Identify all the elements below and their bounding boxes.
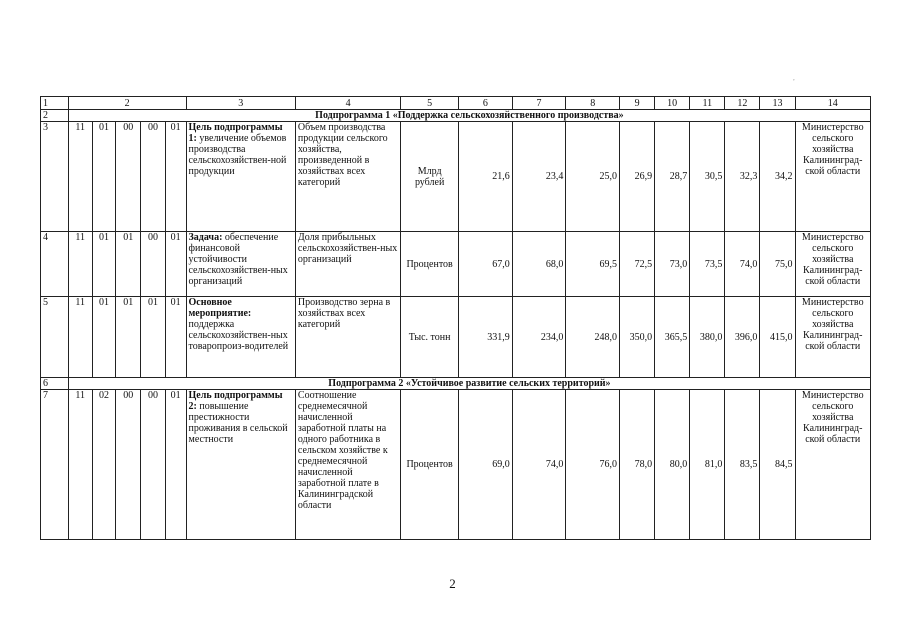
value-cell: 331,9 <box>459 297 513 378</box>
goal-cell <box>186 122 295 232</box>
code-cell: 00 <box>116 390 141 540</box>
header-cell: 9 <box>620 97 655 110</box>
value-cell: 34,2 <box>760 122 795 232</box>
code-cell: 11 <box>68 390 92 540</box>
unit-cell: Тыс. тонн <box>401 297 459 378</box>
value-cell: 72,5 <box>620 232 655 297</box>
value-cell: 380,0 <box>690 297 725 378</box>
row-number-cell: 2 <box>41 110 69 122</box>
section-row <box>41 110 871 122</box>
table-row <box>41 297 871 378</box>
goal-text: поддержка сельскохозяйствен-ных товаропроиз-водителей <box>188 319 289 352</box>
code-cell: 02 <box>92 390 116 540</box>
header-cell: 10 <box>655 97 690 110</box>
header-cell: 6 <box>459 97 513 110</box>
code-cell: 11 <box>68 122 92 232</box>
value-cell: 69,5 <box>566 232 620 297</box>
code-cell: 01 <box>92 297 116 378</box>
value-cell: 84,5 <box>760 390 795 540</box>
code-cell: 00 <box>116 122 141 232</box>
table-row <box>41 232 871 297</box>
value-cell: 74,0 <box>725 232 760 297</box>
header-cell: 13 <box>760 97 795 110</box>
value-cell: 32,3 <box>725 122 760 232</box>
value-cell: 83,5 <box>725 390 760 540</box>
value-cell: 30,5 <box>690 122 725 232</box>
code-cell: 01 <box>165 122 186 232</box>
value-cell: 23,4 <box>512 122 566 232</box>
header-cell: 11 <box>690 97 725 110</box>
value-cell: 74,0 <box>512 390 566 540</box>
responsible-cell: Министерство сельского хозяйства Калининград-ской области <box>795 390 871 540</box>
indicator-cell: Доля прибыльных сельскохозяйствен-ных организаций <box>295 232 400 297</box>
value-cell: 365,5 <box>655 297 690 378</box>
section-title-cell: Подпрограмма 2 «Устойчивое развитие сельских территорий» <box>68 378 870 390</box>
value-cell: 73,0 <box>655 232 690 297</box>
code-cell: 11 <box>68 297 92 378</box>
indicator-table <box>40 96 871 540</box>
unit-cell: Процентов <box>401 232 459 297</box>
value-cell: 248,0 <box>566 297 620 378</box>
header-cell: 1 <box>41 97 69 110</box>
goal-text: повышение престижности проживания в сельской местности <box>188 401 288 445</box>
value-cell: 80,0 <box>655 390 690 540</box>
value-cell: 25,0 <box>566 122 620 232</box>
code-cell: 01 <box>116 232 141 297</box>
header-row <box>41 97 871 110</box>
value-cell: 81,0 <box>690 390 725 540</box>
code-cell: 01 <box>92 122 116 232</box>
header-cell: 7 <box>512 97 566 110</box>
value-cell: 67,0 <box>459 232 513 297</box>
unit-cell: Млрд рублей <box>401 122 459 232</box>
header-cell: 8 <box>566 97 620 110</box>
goal-cell <box>186 297 295 378</box>
code-cell: 01 <box>116 297 141 378</box>
value-cell: 26,9 <box>620 122 655 232</box>
header-cell: 4 <box>295 97 400 110</box>
header-cell: 3 <box>186 97 295 110</box>
value-cell: 415,0 <box>760 297 795 378</box>
goal-label: Цель подпрограммы 2: <box>188 390 283 412</box>
value-cell: 68,0 <box>512 232 566 297</box>
responsible-cell: Министерство сельского хозяйства Калининград-ской области <box>795 122 871 232</box>
header-cell: 14 <box>795 97 871 110</box>
code-cell: 01 <box>165 390 186 540</box>
value-cell: 396,0 <box>725 297 760 378</box>
row-number-cell: 4 <box>41 232 69 297</box>
value-cell: 73,5 <box>690 232 725 297</box>
indicator-cell: Объем производства продукции сельского хозяйства, произведенной в хозяйствах всех категорий <box>295 122 400 232</box>
responsible-cell: Министерство сельского хозяйства Калининград-ской области <box>795 232 871 297</box>
value-cell: 234,0 <box>512 297 566 378</box>
goal-text: увеличение объемов производства сельскохозяйствен-ной продукции <box>188 133 287 177</box>
indicator-cell: Соотношение среднемесячной начисленной заработной платы на одного работника в сельском хозяйстве к среднемесячной начисленной заработной плате в Калининградской области <box>295 390 400 540</box>
section-row <box>41 378 871 390</box>
code-cell: 01 <box>165 232 186 297</box>
goal-cell <box>186 390 295 540</box>
code-cell: 00 <box>141 390 166 540</box>
goal-label: Цель подпрограммы 1: <box>188 122 283 144</box>
section-title-cell: Подпрограмма 1 «Поддержка сельскохозяйственного производства» <box>68 110 870 122</box>
table-row <box>41 390 871 540</box>
code-cell: 00 <box>141 122 166 232</box>
code-cell: 01 <box>141 297 166 378</box>
header-cell: 5 <box>401 97 459 110</box>
code-cell: 00 <box>141 232 166 297</box>
corner-mark: , <box>793 74 795 82</box>
row-number-cell: 5 <box>41 297 69 378</box>
header-cell: 12 <box>725 97 760 110</box>
goal-label: Основное мероприятие: <box>188 297 252 319</box>
unit-cell: Процентов <box>401 390 459 540</box>
code-cell: 01 <box>165 297 186 378</box>
row-number-cell: 7 <box>41 390 69 540</box>
goal-cell <box>186 232 295 297</box>
value-cell: 28,7 <box>655 122 690 232</box>
value-cell: 21,6 <box>459 122 513 232</box>
indicator-cell: Производство зерна в хозяйствах всех категорий <box>295 297 400 378</box>
goal-text: обеспечение финансовой устойчивости сельскохозяйствен-ных организаций <box>188 232 288 287</box>
value-cell: 78,0 <box>620 390 655 540</box>
goal-label: Задача: <box>188 232 223 243</box>
code-cell: 11 <box>68 232 92 297</box>
header-cell: 2 <box>68 97 186 110</box>
code-cell: 01 <box>92 232 116 297</box>
value-cell: 69,0 <box>459 390 513 540</box>
value-cell: 350,0 <box>620 297 655 378</box>
table-row <box>41 122 871 232</box>
responsible-cell: Министерство сельского хозяйства Калининград-ской области <box>795 297 871 378</box>
page-number: 2 <box>449 576 456 591</box>
row-number-cell: 6 <box>41 378 69 390</box>
row-number-cell: 3 <box>41 122 69 232</box>
value-cell: 75,0 <box>760 232 795 297</box>
value-cell: 76,0 <box>566 390 620 540</box>
